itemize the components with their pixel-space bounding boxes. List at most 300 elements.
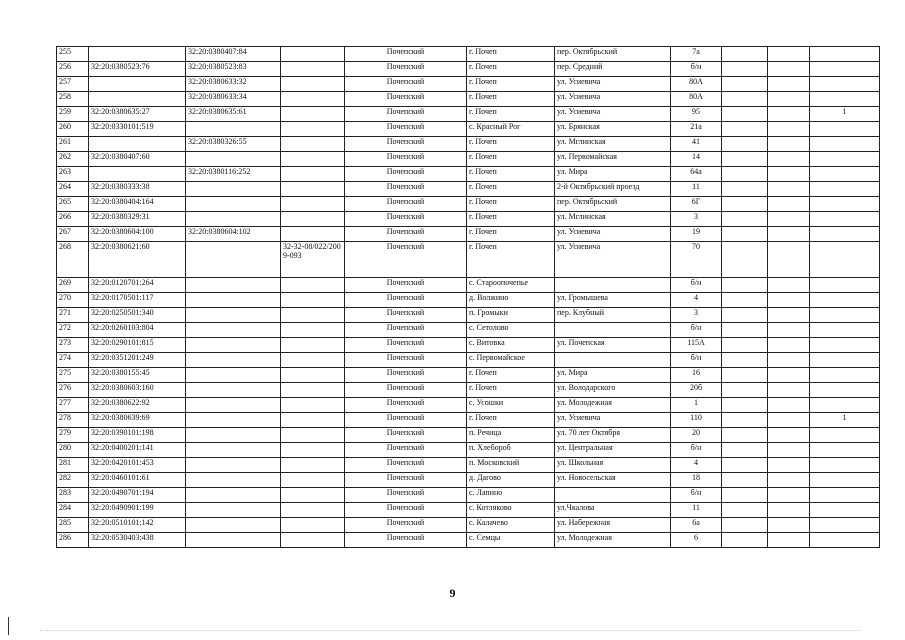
cadastral-number-cell: 32:20:0120701:264 [89,278,186,293]
cadastral-number-cell: 32:20:0390101:198 [89,428,186,443]
extra-cell-3 [810,338,880,353]
registration-number-cell [281,47,345,62]
row-number-cell: 264 [57,182,89,197]
house-number-cell: б/н [671,488,722,503]
row-number-cell: 272 [57,323,89,338]
settlement-cell: п. Речица [467,428,555,443]
district-cell: Почепский [345,458,467,473]
table-row [57,458,880,473]
settlement-cell: г. Почеп [467,167,555,182]
registration-number-cell [281,137,345,152]
extra-cell-2 [768,398,810,413]
extra-cell-1 [722,167,768,182]
settlement-cell: г. Почеп [467,368,555,383]
settlement-cell: г. Почеп [467,413,555,428]
table-row [57,242,880,278]
cadastral-number-cell [89,47,186,62]
cadastral-number-cell [89,137,186,152]
registration-number-cell [281,413,345,428]
district-cell: Почепский [345,152,467,167]
house-number-cell: 4 [671,458,722,473]
house-number-cell: 64а [671,167,722,182]
building-cadastral-number-cell [186,398,281,413]
row-number-cell: 277 [57,398,89,413]
settlement-cell: с. Калачево [467,518,555,533]
table-row [57,338,880,353]
settlement-cell: г. Почеп [467,152,555,167]
building-cadastral-number-cell: 32:20:0380633:32 [186,77,281,92]
street-cell: ул. Усиевича [555,242,671,278]
cadastral-number-cell: 32:20:0380604:100 [89,227,186,242]
cadastral-number-cell: 32:20:0460101:61 [89,473,186,488]
extra-cell-2 [768,47,810,62]
extra-cell-1 [722,383,768,398]
extra-cell-3 [810,212,880,227]
district-cell: Почепский [345,137,467,152]
building-cadastral-number-cell: 32:20:0380635:61 [186,107,281,122]
registration-number-cell [281,212,345,227]
extra-cell-3 [810,368,880,383]
table-row [57,197,880,212]
cadastral-number-cell: 32:20:0400201:141 [89,443,186,458]
settlement-cell: с. Староопочепье [467,278,555,293]
extra-cell-1 [722,212,768,227]
settlement-cell: с. Усошки [467,398,555,413]
cadastral-number-cell: 32:20:0380639:69 [89,413,186,428]
house-number-cell: 19 [671,227,722,242]
extra-cell-3 [810,308,880,323]
district-cell: Почепский [345,443,467,458]
building-cadastral-number-cell [186,122,281,137]
building-cadastral-number-cell: 32:20:0380326:55 [186,137,281,152]
building-cadastral-number-cell: 32:20:0380604:102 [186,227,281,242]
extra-cell-2 [768,242,810,278]
row-number-cell: 275 [57,368,89,383]
street-cell: 2-й Октябрьский проезд [555,182,671,197]
district-cell: Почепский [345,122,467,137]
extra-cell-2 [768,503,810,518]
table-row [57,533,880,548]
extra-cell-3 [810,152,880,167]
row-number-cell: 285 [57,518,89,533]
street-cell: ул. Брянская [555,122,671,137]
table-row [57,368,880,383]
district-cell: Почепский [345,293,467,308]
street-cell: ул. Усиевича [555,77,671,92]
street-cell: ул. Новосельская [555,473,671,488]
house-number-cell: 18 [671,473,722,488]
extra-cell-1 [722,353,768,368]
building-cadastral-number-cell [186,383,281,398]
district-cell: Почепский [345,503,467,518]
settlement-cell: с. Витовка [467,338,555,353]
extra-cell-1 [722,488,768,503]
building-cadastral-number-cell [186,473,281,488]
extra-cell-3 [810,47,880,62]
settlement-cell: с. Лапино [467,488,555,503]
registration-number-cell [281,443,345,458]
row-number-cell: 268 [57,242,89,278]
building-cadastral-number-cell [186,443,281,458]
street-cell: пер. Октябрьский [555,47,671,62]
extra-cell-3 [810,122,880,137]
house-number-cell: 4 [671,293,722,308]
extra-cell-1 [722,152,768,167]
settlement-cell: п. Хлебороб [467,443,555,458]
district-cell: Почепский [345,398,467,413]
extra-cell-3 [810,353,880,368]
registration-number-cell [281,293,345,308]
cadastral-number-cell: 32:20:0490701:194 [89,488,186,503]
building-cadastral-number-cell [186,182,281,197]
table-row [57,122,880,137]
row-number-cell: 269 [57,278,89,293]
street-cell: ул. Мглинская [555,212,671,227]
extra-cell-2 [768,227,810,242]
extra-cell-2 [768,308,810,323]
table-row [57,323,880,338]
extra-cell-2 [768,137,810,152]
extra-cell-1 [722,227,768,242]
extra-cell-1 [722,122,768,137]
table-row [57,503,880,518]
table-row [57,413,880,428]
house-number-cell: 1 [671,398,722,413]
table-body [57,47,880,548]
table-row [57,62,880,77]
house-number-cell: б/н [671,323,722,338]
cadastral-number-cell: 32:20:0250501:340 [89,308,186,323]
street-cell: ул. 70 лет Октября [555,428,671,443]
extra-cell-1 [722,92,768,107]
building-cadastral-number-cell [186,212,281,227]
registration-number-cell: 32-32-08/022/2009-093 [281,242,345,278]
house-number-cell: 110 [671,413,722,428]
extra-cell-2 [768,77,810,92]
table-row [57,383,880,398]
extra-cell-1 [722,533,768,548]
row-number-cell: 256 [57,62,89,77]
extra-cell-2 [768,62,810,77]
extra-cell-3 [810,278,880,293]
house-number-cell: б/н [671,62,722,77]
row-number-cell: 271 [57,308,89,323]
cadastral-number-cell: 32:20:0330101:519 [89,122,186,137]
street-cell [555,353,671,368]
street-cell: ул. Усиевича [555,92,671,107]
district-cell: Почепский [345,383,467,398]
extra-cell-1 [722,278,768,293]
row-number-cell: 284 [57,503,89,518]
street-cell [555,278,671,293]
cadastral-number-cell: 32:20:0380404:164 [89,197,186,212]
extra-cell-2 [768,413,810,428]
registration-number-cell [281,368,345,383]
registration-number-cell [281,533,345,548]
house-number-cell: 95 [671,107,722,122]
row-number-cell: 258 [57,92,89,107]
street-cell: ул. Молодежная [555,398,671,413]
street-cell: ул. Усиевича [555,107,671,122]
house-number-cell: 20 [671,428,722,443]
table-row [57,152,880,167]
district-cell: Почепский [345,227,467,242]
street-cell: ул. Володарского [555,383,671,398]
row-number-cell: 279 [57,428,89,443]
street-cell [555,323,671,338]
registration-number-cell [281,308,345,323]
settlement-cell: г. Почеп [467,197,555,212]
extra-cell-1 [722,47,768,62]
settlement-cell: г. Почеп [467,92,555,107]
extra-cell-2 [768,353,810,368]
extra-cell-1 [722,197,768,212]
extra-cell-2 [768,488,810,503]
extra-cell-1 [722,323,768,338]
extra-cell-3: 1 [810,413,880,428]
building-cadastral-number-cell [186,428,281,443]
house-number-cell: 21а [671,122,722,137]
street-cell: пер. Средний [555,62,671,77]
district-cell: Почепский [345,77,467,92]
building-cadastral-number-cell [186,308,281,323]
table-row [57,92,880,107]
street-cell: ул. Усиевича [555,413,671,428]
district-cell: Почепский [345,197,467,212]
building-cadastral-number-cell [186,533,281,548]
settlement-cell: с. Семцы [467,533,555,548]
cadastral-number-cell: 32:20:0290101:815 [89,338,186,353]
building-cadastral-number-cell [186,518,281,533]
extra-cell-3 [810,518,880,533]
extra-cell-3 [810,323,880,338]
extra-cell-1 [722,62,768,77]
extra-cell-2 [768,167,810,182]
row-number-cell: 257 [57,77,89,92]
row-number-cell: 261 [57,137,89,152]
building-cadastral-number-cell: 32:20:0380407:84 [186,47,281,62]
extra-cell-2 [768,533,810,548]
house-number-cell: б/н [671,443,722,458]
building-cadastral-number-cell: 32:20:0380116:252 [186,167,281,182]
cadastral-number-cell: 32:20:0170501:117 [89,293,186,308]
cadastral-number-cell: 32:20:0510101:142 [89,518,186,533]
extra-cell-2 [768,383,810,398]
settlement-cell: г. Почеп [467,47,555,62]
house-number-cell: 14 [671,152,722,167]
cadastral-number-cell: 32:20:0380622:92 [89,398,186,413]
table-row [57,488,880,503]
cadastral-number-cell: 32:20:0351201:249 [89,353,186,368]
row-number-cell: 265 [57,197,89,212]
registration-number-cell [281,278,345,293]
house-number-cell: б/н [671,353,722,368]
extra-cell-1 [722,458,768,473]
district-cell: Почепский [345,353,467,368]
table-row [57,47,880,62]
table-row [57,182,880,197]
table-row [57,473,880,488]
extra-cell-3 [810,428,880,443]
building-cadastral-number-cell [186,278,281,293]
row-number-cell: 273 [57,338,89,353]
registration-number-cell [281,488,345,503]
street-cell: ул. Школьная [555,458,671,473]
extra-cell-3 [810,443,880,458]
extra-cell-2 [768,428,810,443]
cadastral-number-cell: 32:20:0260103:804 [89,323,186,338]
registration-number-cell [281,458,345,473]
district-cell: Почепский [345,473,467,488]
district-cell: Почепский [345,47,467,62]
building-cadastral-number-cell [186,293,281,308]
house-number-cell: 11 [671,182,722,197]
district-cell: Почепский [345,62,467,77]
registration-number-cell [281,353,345,368]
extra-cell-2 [768,197,810,212]
cadastral-number-cell: 32:20:0380329:31 [89,212,186,227]
district-cell: Почепский [345,518,467,533]
registration-number-cell [281,122,345,137]
extra-cell-2 [768,323,810,338]
registration-number-cell [281,398,345,413]
registration-number-cell [281,167,345,182]
cadastral-number-cell [89,167,186,182]
building-cadastral-number-cell [186,488,281,503]
settlement-cell: с. Котляково [467,503,555,518]
extra-cell-2 [768,122,810,137]
district-cell: Почепский [345,533,467,548]
extra-cell-2 [768,368,810,383]
table-row [57,278,880,293]
cadastral-number-cell [89,92,186,107]
building-cadastral-number-cell [186,242,281,278]
house-number-cell: 70 [671,242,722,278]
table-row [57,77,880,92]
extra-cell-3 [810,137,880,152]
settlement-cell: п. Московский [467,458,555,473]
extra-cell-2 [768,443,810,458]
street-cell: ул.Чкалова [555,503,671,518]
district-cell: Почепский [345,92,467,107]
street-cell [555,488,671,503]
building-cadastral-number-cell [186,353,281,368]
extra-cell-2 [768,518,810,533]
table-row [57,167,880,182]
row-number-cell: 282 [57,473,89,488]
row-number-cell: 259 [57,107,89,122]
building-cadastral-number-cell: 32:20:0380633:34 [186,92,281,107]
extra-cell-3 [810,293,880,308]
settlement-cell: г. Почеп [467,182,555,197]
extra-cell-3 [810,242,880,278]
table-row [57,308,880,323]
house-number-cell: 80А [671,77,722,92]
row-number-cell: 281 [57,458,89,473]
extra-cell-3 [810,488,880,503]
extra-cell-1 [722,473,768,488]
house-number-cell: 11 [671,503,722,518]
registration-number-cell [281,428,345,443]
registration-number-cell [281,107,345,122]
scan-edge-mark [8,617,9,635]
building-cadastral-number-cell [186,413,281,428]
settlement-cell: с. Сетолово [467,323,555,338]
district-cell: Почепский [345,242,467,278]
extra-cell-1 [722,308,768,323]
extra-cell-1 [722,77,768,92]
extra-cell-3 [810,503,880,518]
extra-cell-1 [722,398,768,413]
registration-number-cell [281,503,345,518]
house-number-cell: 6а [671,518,722,533]
street-cell: ул. Центральная [555,443,671,458]
registration-number-cell [281,323,345,338]
district-cell: Почепский [345,107,467,122]
district-cell: Почепский [345,167,467,182]
registration-number-cell [281,518,345,533]
cadastral-number-cell: 32:20:0490901:199 [89,503,186,518]
extra-cell-3 [810,227,880,242]
cadastral-number-cell: 32:20:0380523:76 [89,62,186,77]
street-cell: пер. Октябрьский [555,197,671,212]
building-cadastral-number-cell [186,503,281,518]
table-row [57,107,880,122]
building-cadastral-number-cell [186,323,281,338]
house-number-cell: 16 [671,368,722,383]
extra-cell-3 [810,62,880,77]
extra-cell-2 [768,458,810,473]
extra-cell-1 [722,107,768,122]
registration-number-cell [281,152,345,167]
table-row [57,293,880,308]
cadastral-number-cell: 32:20:0530403:438 [89,533,186,548]
extra-cell-2 [768,212,810,227]
extra-cell-2 [768,92,810,107]
settlement-cell: п. Громыки [467,308,555,323]
extra-cell-1 [722,443,768,458]
extra-cell-1 [722,137,768,152]
street-cell: ул. Набережная [555,518,671,533]
settlement-cell: г. Почеп [467,242,555,278]
row-number-cell: 276 [57,383,89,398]
street-cell: ул. Усиевича [555,227,671,242]
settlement-cell: с. Первомайское [467,353,555,368]
scan-noise-line [40,630,860,632]
building-cadastral-number-cell [186,338,281,353]
settlement-cell: с. Красный Рог [467,122,555,137]
registration-number-cell [281,182,345,197]
property-register-table [56,46,880,548]
extra-cell-3 [810,383,880,398]
extra-cell-3 [810,458,880,473]
district-cell: Почепский [345,212,467,227]
house-number-cell: 20б [671,383,722,398]
settlement-cell: г. Почеп [467,383,555,398]
extra-cell-3 [810,92,880,107]
district-cell: Почепский [345,278,467,293]
district-cell: Почепский [345,368,467,383]
table-row [57,212,880,227]
extra-cell-1 [722,293,768,308]
district-cell: Почепский [345,413,467,428]
extra-cell-1 [722,368,768,383]
table-row [57,227,880,242]
district-cell: Почепский [345,428,467,443]
cadastral-number-cell: 32:20:0380621:60 [89,242,186,278]
extra-cell-1 [722,242,768,278]
row-number-cell: 280 [57,443,89,458]
